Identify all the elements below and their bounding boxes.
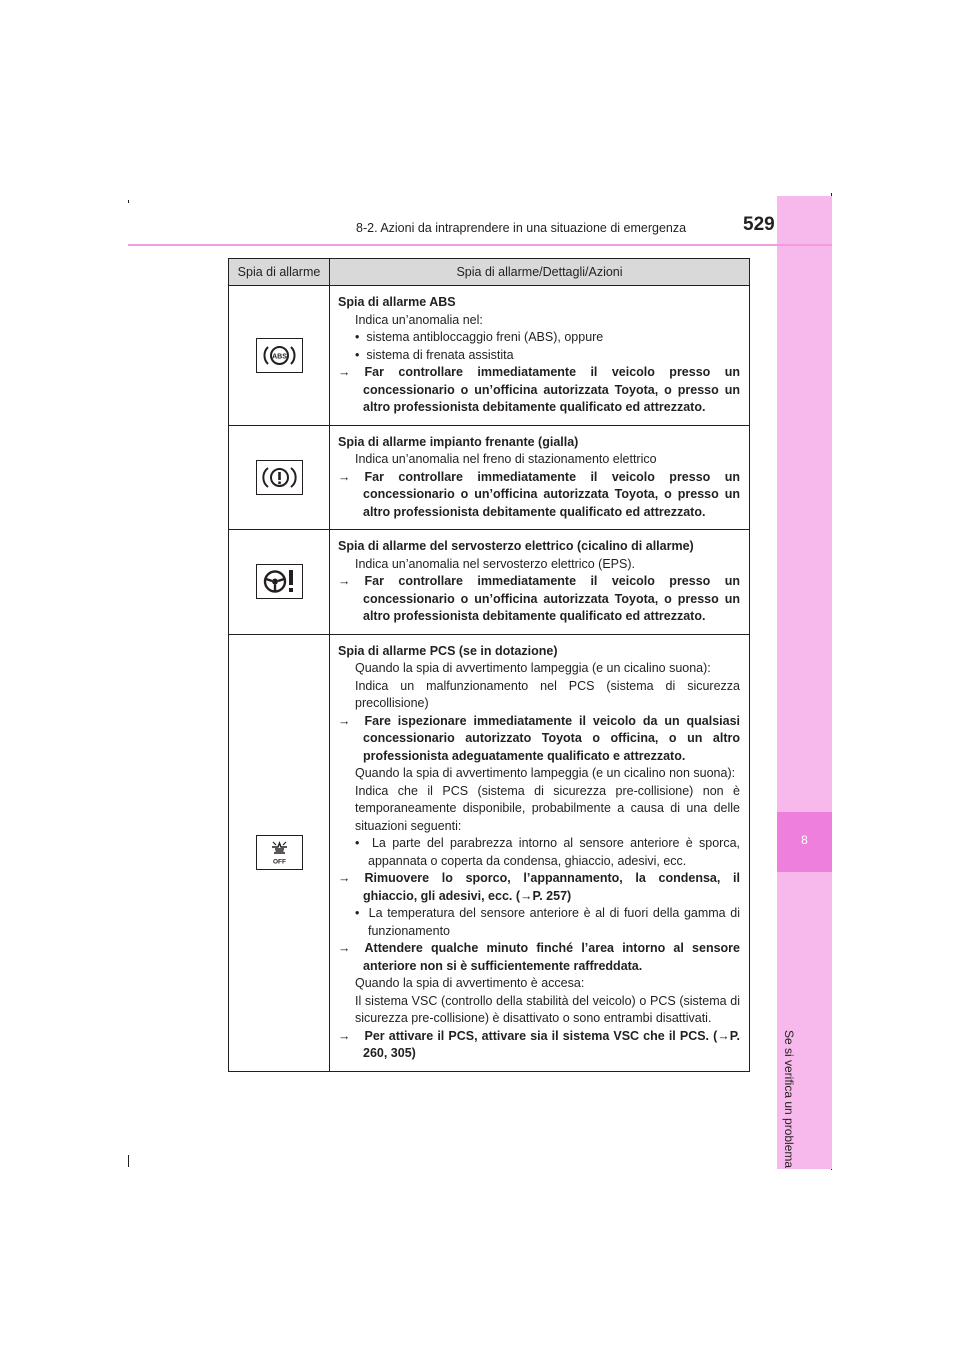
chapter-side-tab (777, 196, 832, 1169)
section-title: 8-2. Azioni da intraprendere in una situazione di emergenza (356, 221, 687, 235)
bullet-item (338, 329, 740, 347)
indicator-cell (229, 530, 330, 635)
table-header-row (229, 259, 750, 286)
bullet-text: sistema antibloccaggio freni (ABS), oppure (366, 330, 604, 344)
table-row (229, 425, 750, 530)
bullet-mark: • (355, 836, 372, 850)
warning-light-title: Spia di allarme del servosterzo elettrico (cicalino di allarme) (338, 539, 694, 553)
indicator-cell (229, 286, 330, 426)
bullet-item (338, 347, 740, 365)
details-cell (330, 286, 750, 426)
bullet-text: La temperatura del sensore anteriore è al di fuori della gamma di funzionamento (368, 906, 740, 938)
warning-lights-table (228, 258, 750, 1072)
arrow-icon: → (338, 365, 351, 379)
indicator-cell (229, 634, 330, 1071)
action-item (338, 940, 740, 975)
bullet-text: sistema di frenata assistita (366, 347, 514, 362)
chapter-title: Se si verifica un problema (782, 1030, 796, 1169)
action-text: Rimuovere lo sporco, l’appannamento, la condensa, il ghiaccio, gli adesivi, ecc. (→P. 257) (363, 871, 740, 903)
arrow-icon: → (338, 713, 351, 728)
action-item (338, 469, 740, 522)
table-row (229, 634, 750, 1071)
svg-text:ABS: ABS (271, 353, 287, 361)
description-text: Indica un malfunzionamento nel PCS (sistema di sicurezza precollisione) (355, 678, 740, 710)
bullet-mark: • (355, 330, 367, 344)
bullet-item (338, 835, 740, 870)
action-text: Far controllare immediatamente il veicolo presso un concessionario o un’officina autorizzata Toyota, o presso un altro professionista debitamente qualificato ed attrezzato. (363, 469, 740, 519)
action-text: Far controllare immediatamente il veicolo presso un concessionario o un’officina autorizzata Toyota, o presso un altro professionista debitamente qualificato ed attrezzato. (363, 574, 740, 623)
table-row (229, 530, 750, 635)
column-header-indicator: Spia di allarme (229, 259, 330, 286)
bullet-text: La parte del parabrezza intorno al sensore anteriore è sporca, appannata o coperta da condensa, ghiaccio, adesivi, ecc. (368, 836, 740, 868)
action-text: Fare ispezionare immediatamente il veicolo da un qualsiasi concessionario autorizzato Toyota o officina, o un altro professionista adeguatamente qualificato e attrezzato. (363, 713, 740, 763)
bullet-mark: • (355, 347, 367, 362)
chapter-number-box (777, 812, 832, 872)
action-item (338, 870, 740, 905)
arrow-icon: → (338, 871, 351, 885)
description-text: Quando la spia di avvertimento lampeggia (e un cicalino suona): (355, 661, 711, 675)
header-rule (128, 244, 832, 246)
description-text: Indica che il PCS (sistema di sicurezza pre-collisione) non è temporaneamente disponibile, probabilmente a causa di una delle situazioni seguenti: (355, 783, 740, 833)
action-text: Attendere qualche minuto finché l’area intorno al sensore anteriore non si è sufficientemente raffreddata. (363, 941, 740, 973)
column-header-details: Spia di allarme/Dettagli/Azioni (330, 259, 750, 286)
warning-light-title: Spia di allarme impianto frenante (gialla) (338, 434, 579, 449)
arrow-icon: → (338, 574, 351, 588)
warning-light-title: Spia di allarme ABS (338, 295, 456, 309)
eps-warning-icon (256, 564, 303, 599)
pcs-off-label: OFF (272, 858, 286, 866)
indicator-cell (229, 425, 330, 530)
action-text: Per attivare il PCS, attivare sia il sistema VSC che il PCS. (→P. 260, 305) (363, 1028, 740, 1060)
action-item (338, 713, 740, 766)
details-cell (330, 530, 750, 635)
brake-warning-icon (256, 460, 303, 495)
action-item (338, 364, 740, 417)
bullet-mark: • (355, 906, 369, 920)
abs-warning-icon (256, 338, 303, 373)
crop-mark (128, 1155, 129, 1167)
arrow-icon: → (338, 469, 351, 484)
crop-mark (128, 200, 129, 203)
description-text: Indica un’anomalia nel servosterzo elettrico (EPS). (355, 556, 635, 571)
arrow-icon: → (338, 1028, 351, 1043)
page-number: 529 (743, 214, 775, 235)
pcs-off-icon (256, 835, 303, 870)
warning-light-title: Spia di allarme PCS (se in dotazione) (338, 643, 558, 658)
description-text: Quando la spia di avvertimento lampeggia (e un cicalino non suona): (355, 766, 736, 780)
chapter-number: 8 (801, 833, 808, 847)
table-row (229, 286, 750, 426)
arrow-icon: → (338, 941, 351, 955)
description-text: Indica un’anomalia nel: (355, 312, 483, 327)
details-cell (330, 634, 750, 1071)
action-text: Far controllare immediatamente il veicolo presso un concessionario o un’officina autorizzata Toyota, o presso un altro professionista debitamente qualificato ed attrezzato. (363, 365, 740, 414)
description-text: Indica un’anomalia nel freno di stazionamento elettrico (355, 452, 657, 466)
action-item (338, 1028, 740, 1063)
description-text: Il sistema VSC (controllo della stabilità del veicolo) o PCS (sistema di sicurezza pre-collisione) è disattivato o sono entrambi disattivati. (355, 993, 740, 1025)
description-text: Quando la spia di avvertimento è accesa: (355, 976, 585, 990)
action-item (338, 573, 740, 626)
details-cell (330, 425, 750, 530)
bullet-item (338, 905, 740, 940)
